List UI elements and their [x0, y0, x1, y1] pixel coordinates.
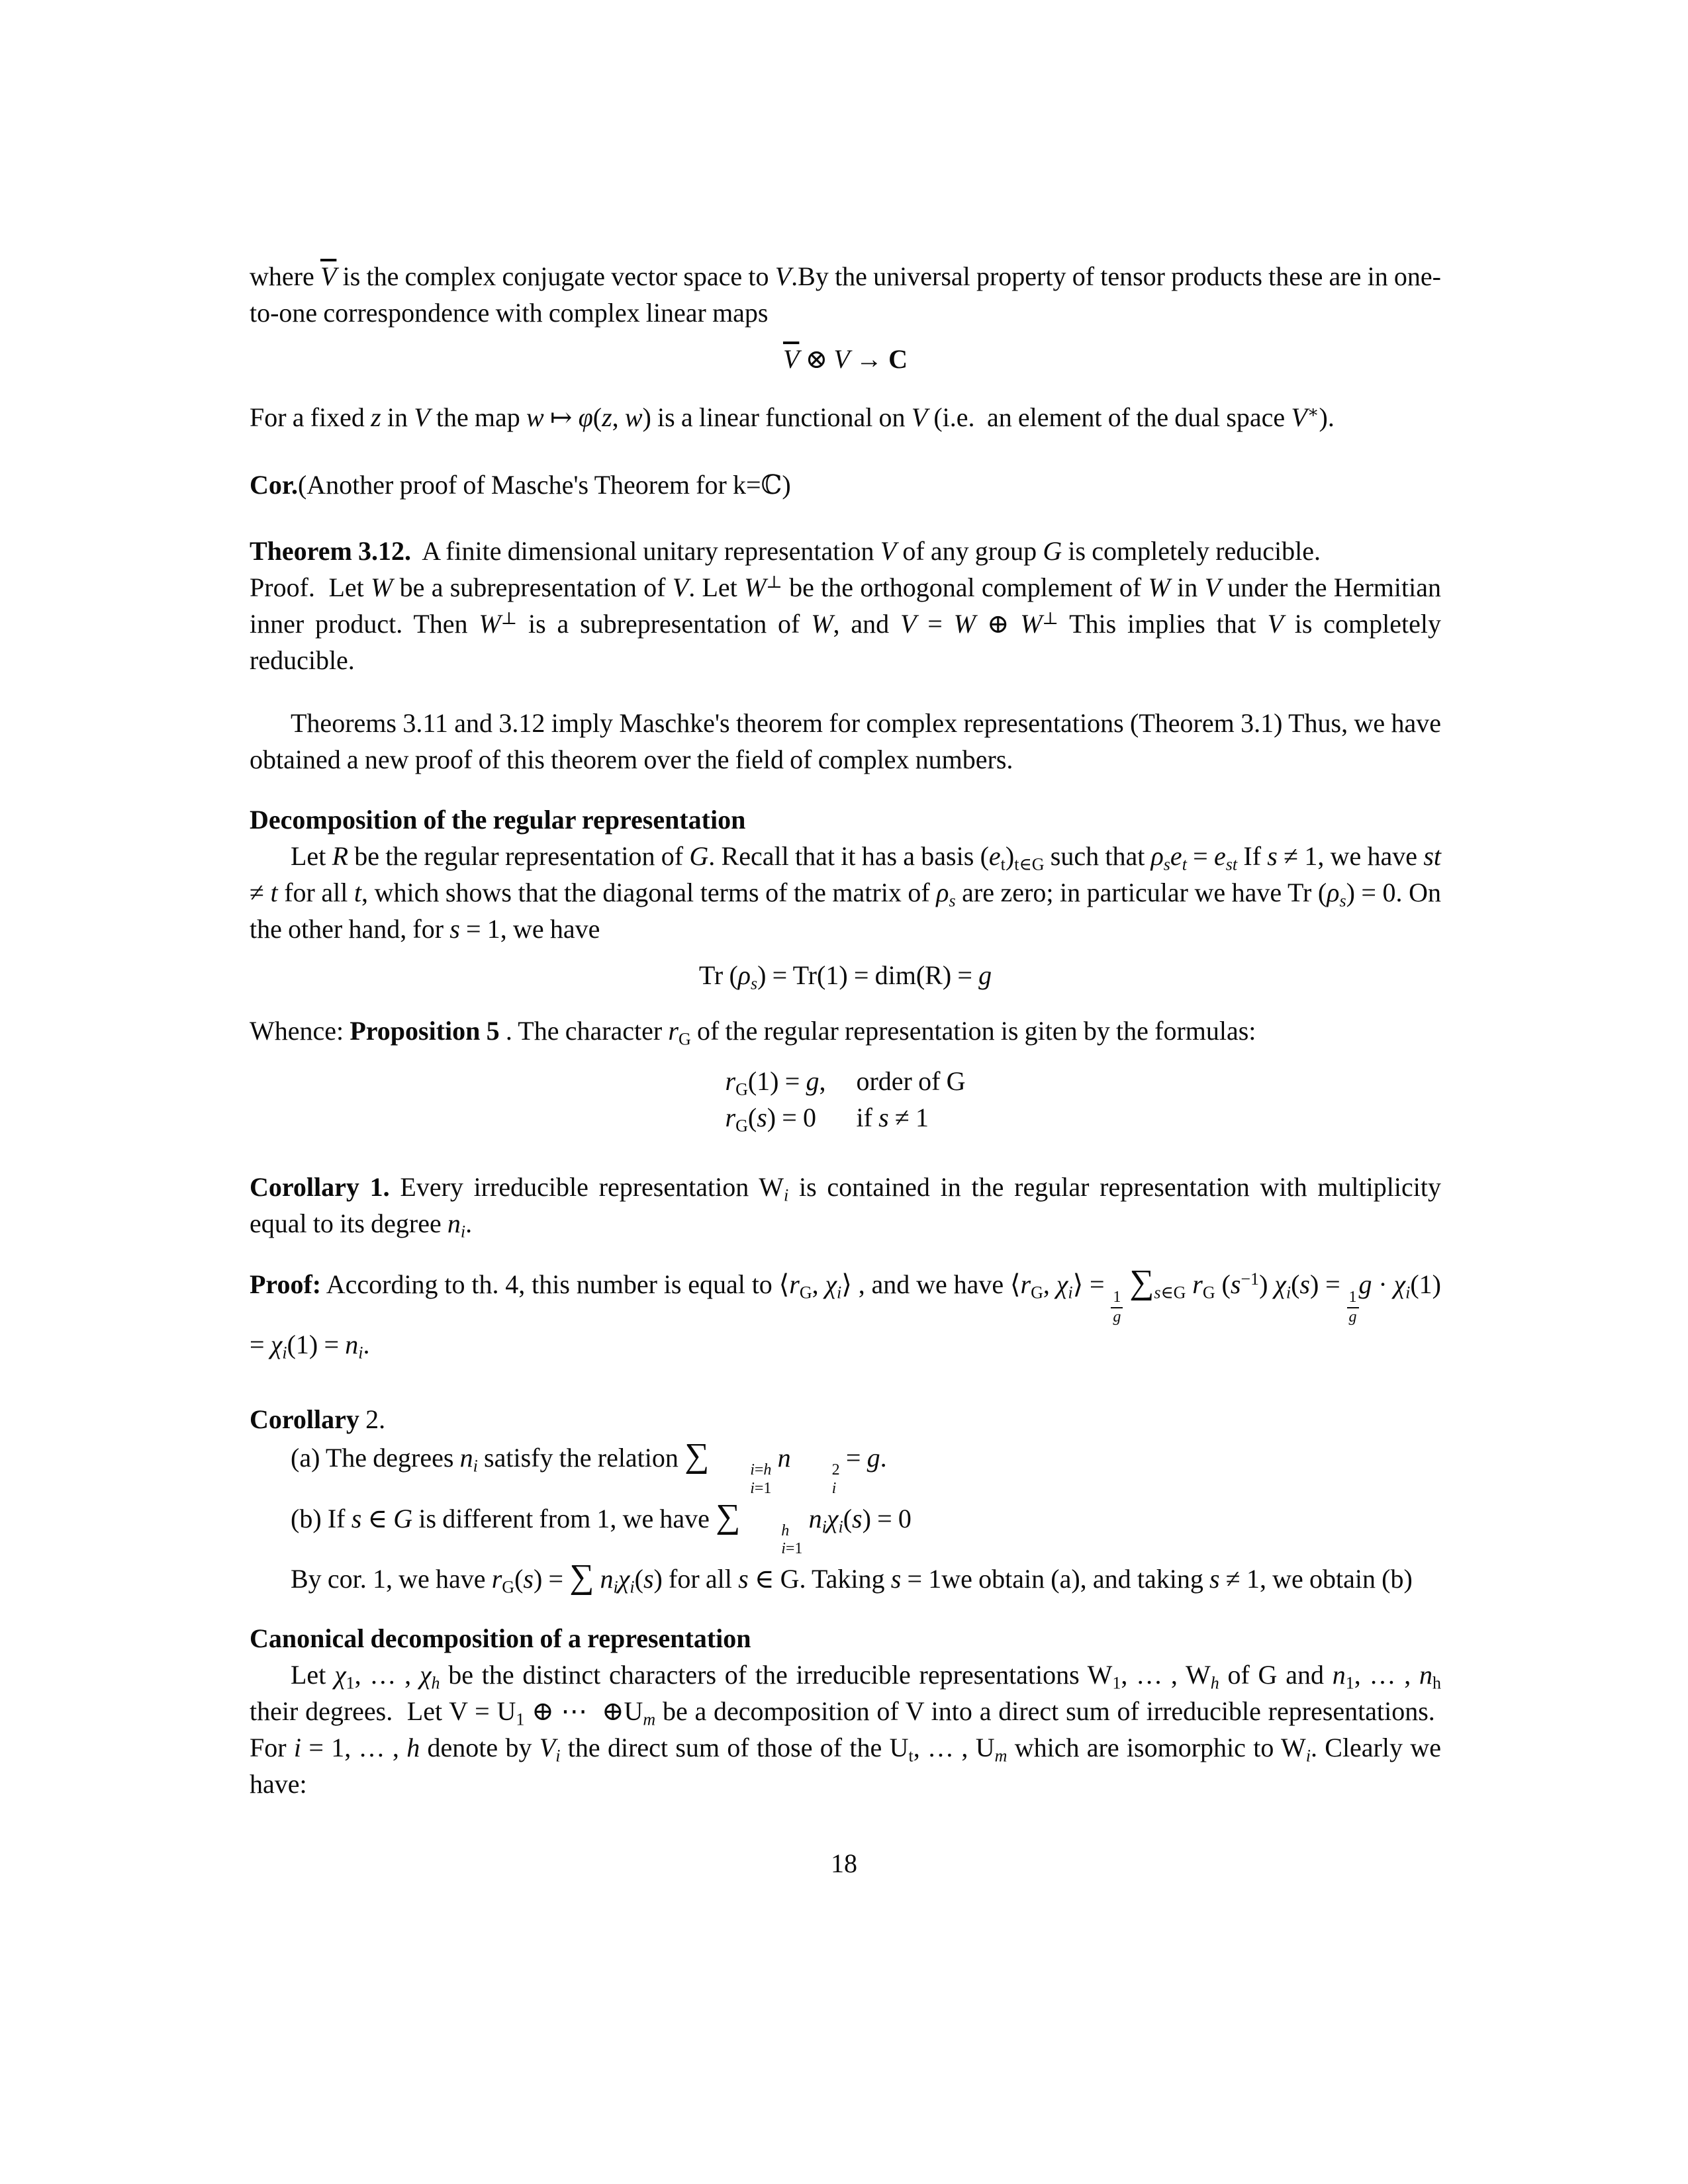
theorem-3-12-proof: Proof. Let W be a subrepresentation of V. Let W⊥ be the orthogonal complement of W in V under the Hermitian inner product. Then W⊥ is a subrepresentation of W, and V = W ⊕ W⊥ This implies that V is completely reducible. [250, 572, 1441, 675]
formula-tensor-map: $\overline{V}$ ⊗ V → C [782, 344, 908, 374]
paragraph-maschke-conclusion: Theorems 3.11 and 3.12 imply Maschke's theorem for complex representations (Theorem 3.1) Thus, we have obtained a new proof of this theorem over the field of complex numbers. [250, 708, 1441, 774]
theorem-3-12-block [250, 533, 1441, 678]
theorem-3-12-statement: Theorem 3.12. A finite dimensional unitary representation V of any group G is completely reducible. [250, 536, 1321, 566]
rg-equations-table [726, 1063, 966, 1136]
corollary-2-block [250, 1401, 1441, 1596]
formula-rg-system [250, 1063, 1441, 1136]
corollary-1-proof: Proof: According to th. 4, this number is equal to $⟨r_G$, $\chi_i⟩$ , and we have $⟨r_G$, $\chi_i⟩$ = $\frac{1}{g}$ $\sum_{s\in G}$ $r_G$ $(s^{-1}) \chi_i(s)$ = $\frac{1}{g}$ $g \cdot \chi_i(1) = \chi_i(1) = n_i$. [250, 1263, 1441, 1363]
page-number: 18 [831, 1848, 857, 1878]
corollary-masche-line: Cor.(Another proof of Masche's Theorem for k=ℂ) [250, 470, 791, 500]
rg-equation-row-2 [726, 1099, 966, 1136]
formula-trace: Tr $(\rho_s) = Tr(1) = dim(R) = g$ [698, 960, 992, 993]
paragraph-canonical-decomposition: Let $\chi_1$, … , $\chi_h$ be the distinct characters of the irreducible representations $W_1$, … , $W_h$ of G and $n_1$, … , $n_h$ their degrees. Let $V = U_1$ ⊕ ⋯ $\oplus U_m$ be a decomposition of V into a direct sum of irreducible representations. For i = 1, … , h denote by $V_i$ the direct sum of those of the $U_t$, … , $U_m$ which are isomorphic to $W_i$. Clearly we have: [250, 1659, 1441, 1799]
corollary-2-item-b: (b) If s ∈ G is different from 1, we have ∑ h i=1 $n_i\chi_i(s) = 0$ [291, 1497, 912, 1558]
text-column [250, 258, 1441, 1802]
paragraph-fixed-z: For a fixed z in V the map w ↦ φ(z, w) is a linear functional on V (i.e. an element of the dual space V∗). [250, 402, 1335, 432]
corollary-2-discussion: By cor. 1, we have $r_G(s)$ = ∑ $n_i\chi_i(s)$ for all s ∈ G. Taking s = 1we obtain (a), and taking s ≠ 1, we obtain (b) [291, 1557, 1413, 1597]
paragraph-whence-proposition-5: Whence: Proposition 5 . The character $r_G$ of the regular representation is giten by the formulas: [250, 1016, 1256, 1049]
heading-decomposition: Decomposition of the regular representation [250, 805, 746, 835]
paragraph-regular-representation: Let R be the regular representation of G. Recall that it has a basis $(e_t)_{t\in G}$ such that $\rho_se_t = e_{st}$ If s ≠ 1, we have st ≠ t for all t, which shows that the diagonal terms of the matrix of $\rho_s$ are zero; in particular we have Tr $(\rho_s) = 0$. On the other hand, for s = 1, we have [250, 841, 1441, 944]
rg-label-2: if s ≠ 1 [856, 1103, 929, 1132]
heading-canonical-decomposition: Canonical decomposition of a representation [250, 1623, 751, 1653]
rg-equation-1: $r_G(1) = g$, [725, 1066, 826, 1099]
paragraph-intro: where $\overline{V}$ is the complex conjugate vector space to V.By the universal property of tensor products these are in one-to-one correspondence with complex linear maps [250, 261, 1441, 328]
rg-equation-2: $r_G(s) = 0$ [725, 1103, 817, 1136]
rg-equation-row-1 [726, 1063, 966, 1099]
corollary-2-title: Corollary 2. [250, 1404, 386, 1435]
rg-label-1: order of G [856, 1066, 966, 1096]
corollary-2-item-a: (a) The degrees $n_i$ satisfy the relation ∑ i=h i=1 n 2 i = g. [291, 1437, 887, 1497]
corollary-1: Corollary 1. Every irreducible representation $W_i$ is contained in the regular representation with multiplicity equal to its degree $n_i$. [250, 1172, 1441, 1242]
